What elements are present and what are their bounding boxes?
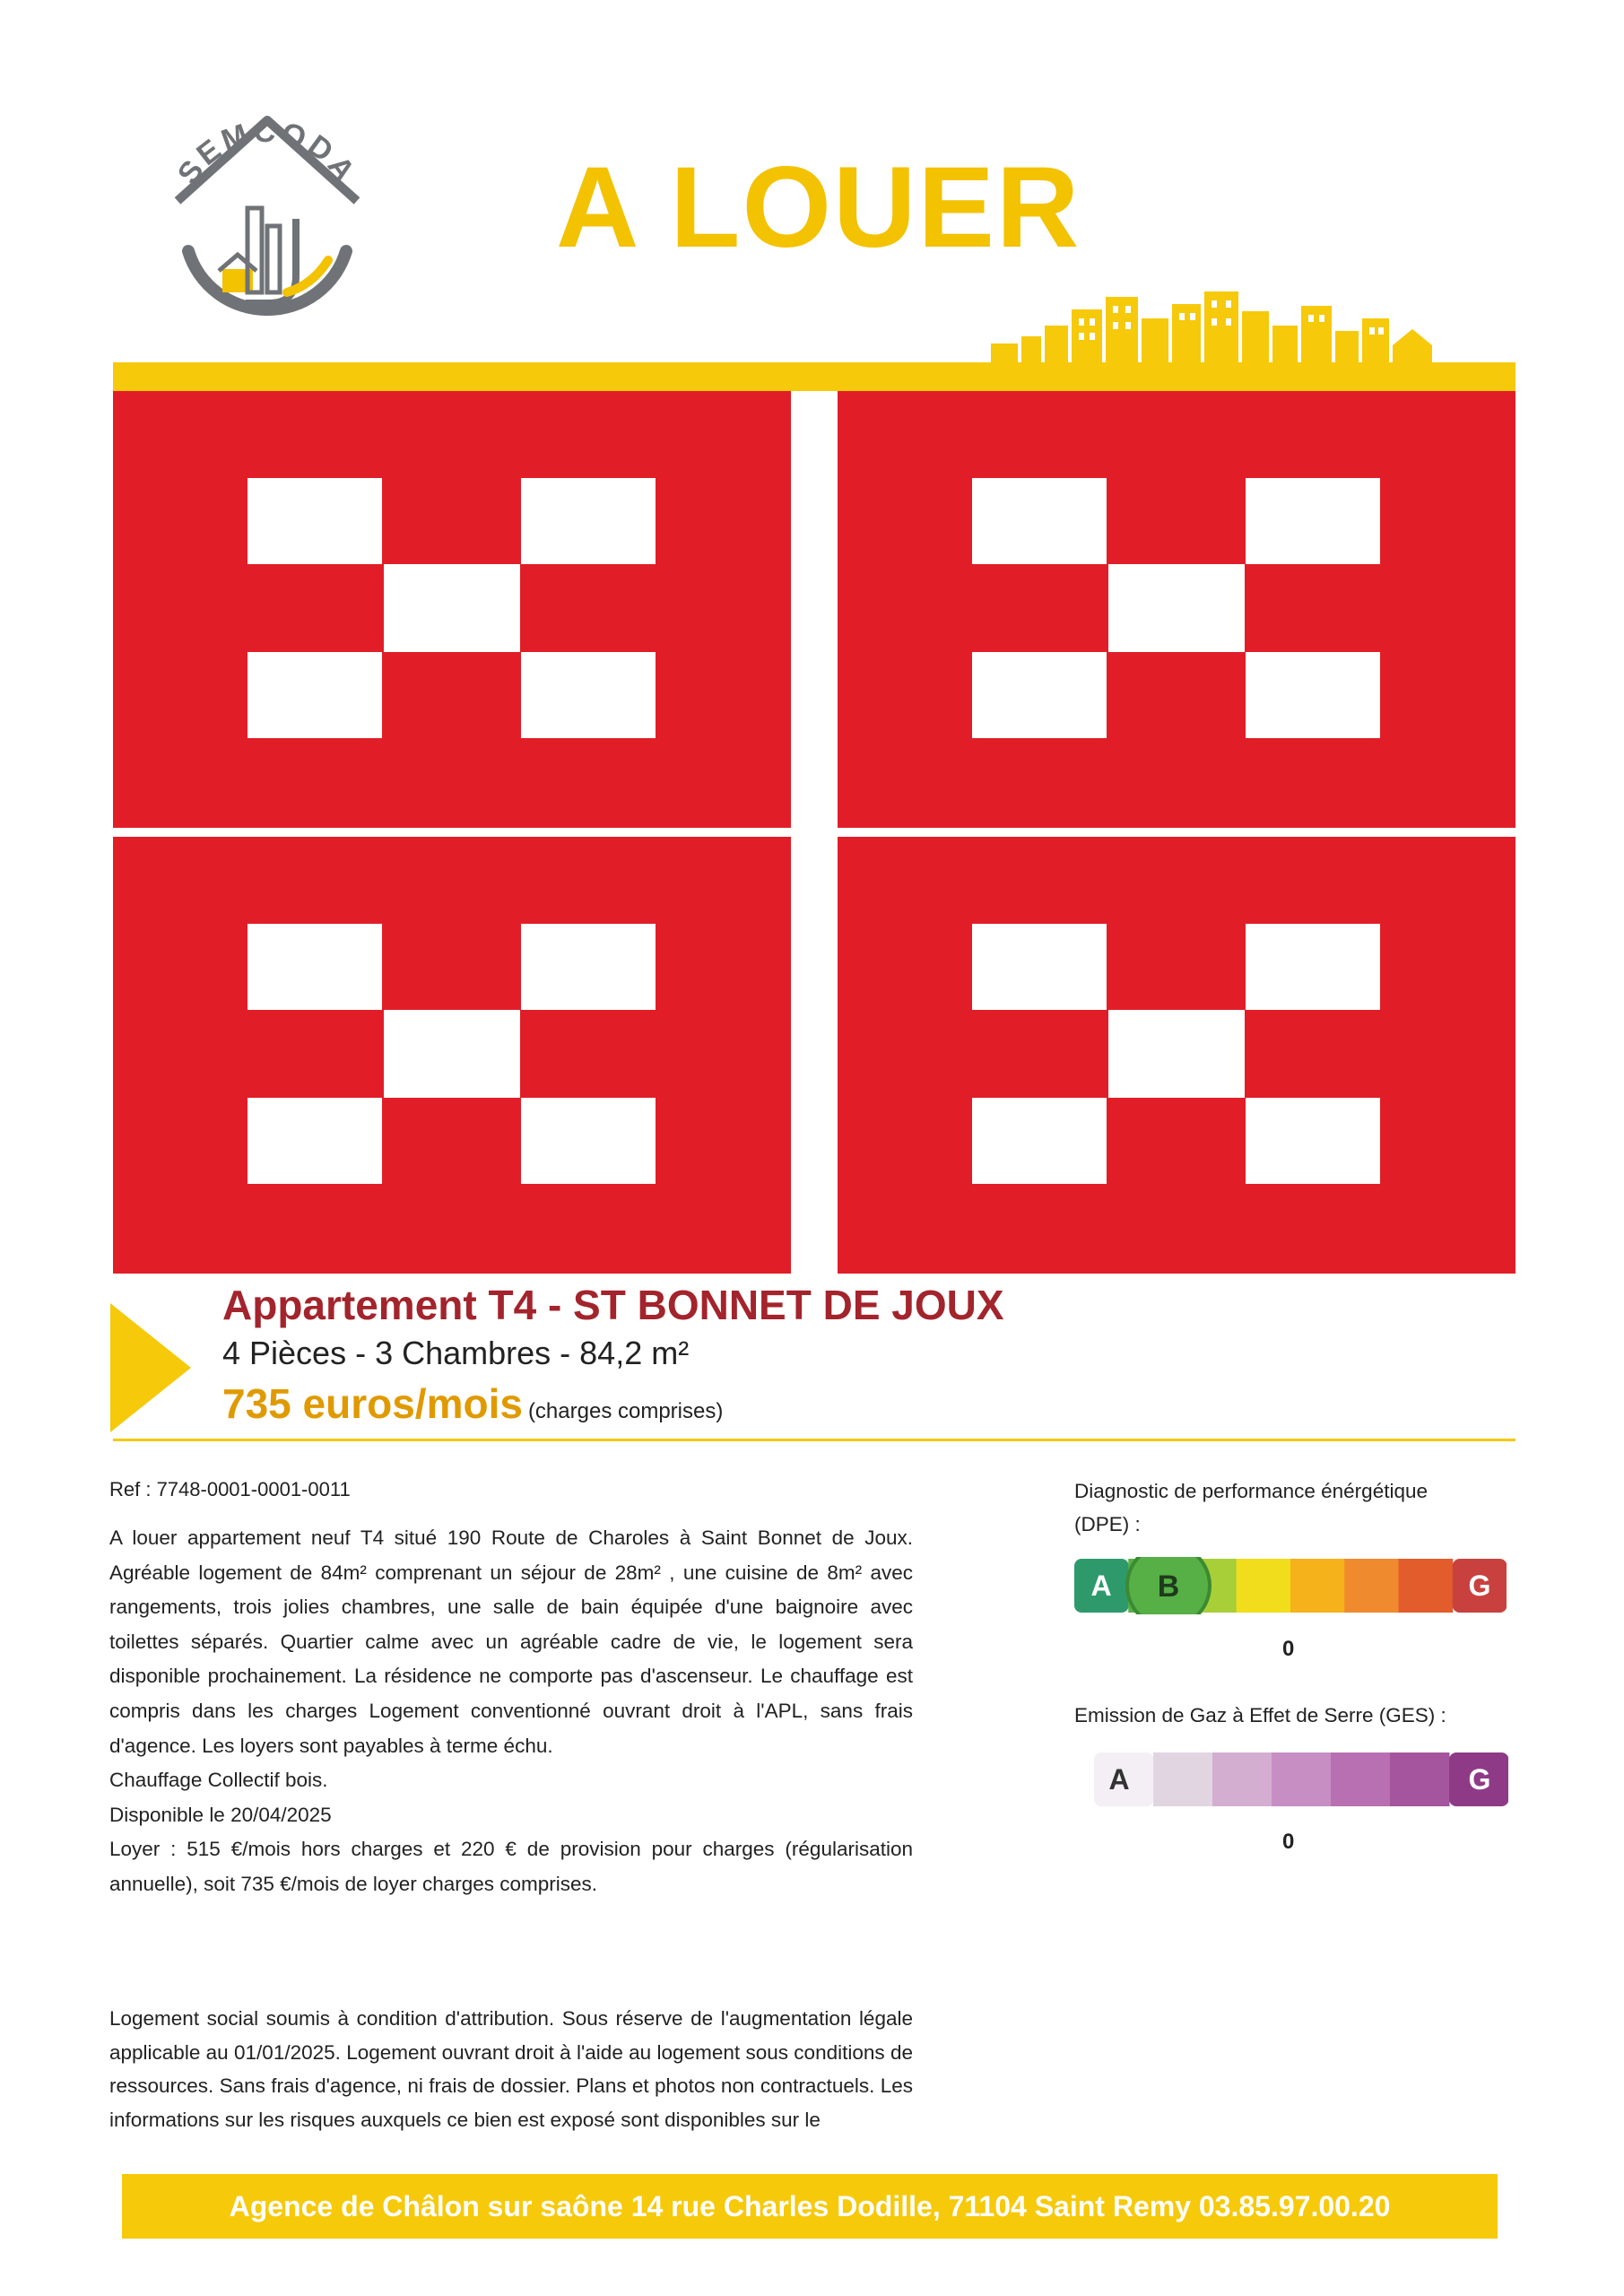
city-skyline-icon xyxy=(991,291,1439,365)
description-text: A louer appartement neuf T4 situé 190 Route de Charoles à Saint Bonnet de Joux. Agréable logement de 84m² comprenant un séjour de 28m² , une cuisine de 8m² avec rangements, trois jolies chambres, une salle de bain équipée d'une baignoire avec toilettes séparés. Quartier calme avec un agréable cadre de vie, le logement sera disponible prochainement. La résidence ne comporte pas d'ascenseur. Le chauffage est compris dans les charges Logement conventionné ouvrant droit à l'APL, sans frais d'agence. Les loyers sont payables à terme échu. xyxy=(109,1526,913,1757)
title-divider xyxy=(113,1439,1515,1441)
listing-price xyxy=(222,1379,723,1428)
svg-text:SEMCODA: SEMCODA xyxy=(170,114,364,191)
image-missing-icon xyxy=(838,837,1515,1274)
scale-segment xyxy=(1212,1752,1272,1806)
listing-subtitle: 4 Pièces - 3 Chambres - 84,2 m² xyxy=(222,1335,690,1371)
header-yellow-band xyxy=(113,362,1515,391)
reference-number: Ref : 7748-0001-0001-0011 xyxy=(109,1478,351,1500)
scale-segment xyxy=(1331,1752,1391,1806)
semcoda-logo xyxy=(160,100,375,334)
ges-start-letter: A xyxy=(1108,1763,1130,1796)
image-missing-icon xyxy=(113,391,791,828)
scale-segment xyxy=(1237,1559,1291,1613)
dpe-scale xyxy=(1074,1557,1507,1614)
ges-end-letter: G xyxy=(1468,1763,1491,1796)
price-amount: 735 euros/mois xyxy=(222,1380,523,1427)
dpe-rating-letter: B xyxy=(1157,1570,1180,1604)
photo-placeholder xyxy=(838,837,1515,1274)
listing-title: Appartement T4 - ST BONNET DE JOUX xyxy=(222,1282,1004,1328)
dpe-label: Diagnostic de performance énérgétique (DPE) : xyxy=(1074,1480,1428,1535)
ges-scale xyxy=(1094,1751,1508,1808)
image-missing-icon xyxy=(838,391,1515,828)
price-note: (charges comprises) xyxy=(527,1399,724,1423)
triangle-pointer-icon xyxy=(110,1303,191,1432)
photo-placeholder xyxy=(113,391,791,828)
image-missing-icon xyxy=(113,837,791,1274)
dpe-value: 0 xyxy=(1282,1637,1295,1661)
ges-value: 0 xyxy=(1282,1830,1295,1854)
dpe-start-letter: A xyxy=(1090,1570,1112,1602)
description-block xyxy=(109,1521,913,1902)
agency-footer xyxy=(122,2174,1498,2239)
scale-segment xyxy=(1290,1559,1345,1613)
scale-segment xyxy=(1272,1752,1332,1806)
headline-a-louer: A LOUER xyxy=(556,144,1081,272)
scale-segment xyxy=(1390,1752,1450,1806)
photo-placeholder xyxy=(838,391,1515,828)
scale-segment xyxy=(1399,1559,1454,1613)
agency-contact: Agence de Châlon sur saône 14 rue Charles Dodille, 71104 Saint Remy 03.85.97.00.20 xyxy=(229,2189,1391,2222)
scale-segment xyxy=(1344,1559,1399,1613)
photo-placeholder xyxy=(113,837,791,1274)
legal-text: Logement social soumis à condition d'attribution. Sous réserve de l'augmentation légale applicable au 01/01/2025. Logement ouvrant droit à l'aide au logement sous conditions de ressources. Sans frais d'agence, ni frais de dossier. Plans et photos non contractuels. Les informations sur les risques auxquels ce bien est exposé sont disponibles sur le xyxy=(109,2007,913,2131)
scale-segment xyxy=(1153,1752,1213,1806)
heating-text: Chauffage Collectif bois. xyxy=(109,1769,328,1792)
dpe-end-letter: G xyxy=(1468,1570,1491,1602)
rent-text: Loyer : 515 €/mois hors charges et 220 € de provision pour charges (régularisation annuelle), soit 735 €/mois de loyer charges comprises. xyxy=(109,1838,913,1895)
availability-text: Disponible le 20/04/2025 xyxy=(109,1803,332,1826)
ges-label: Emission de Gaz à Effet de Serre (GES) : xyxy=(1074,1704,1446,1726)
